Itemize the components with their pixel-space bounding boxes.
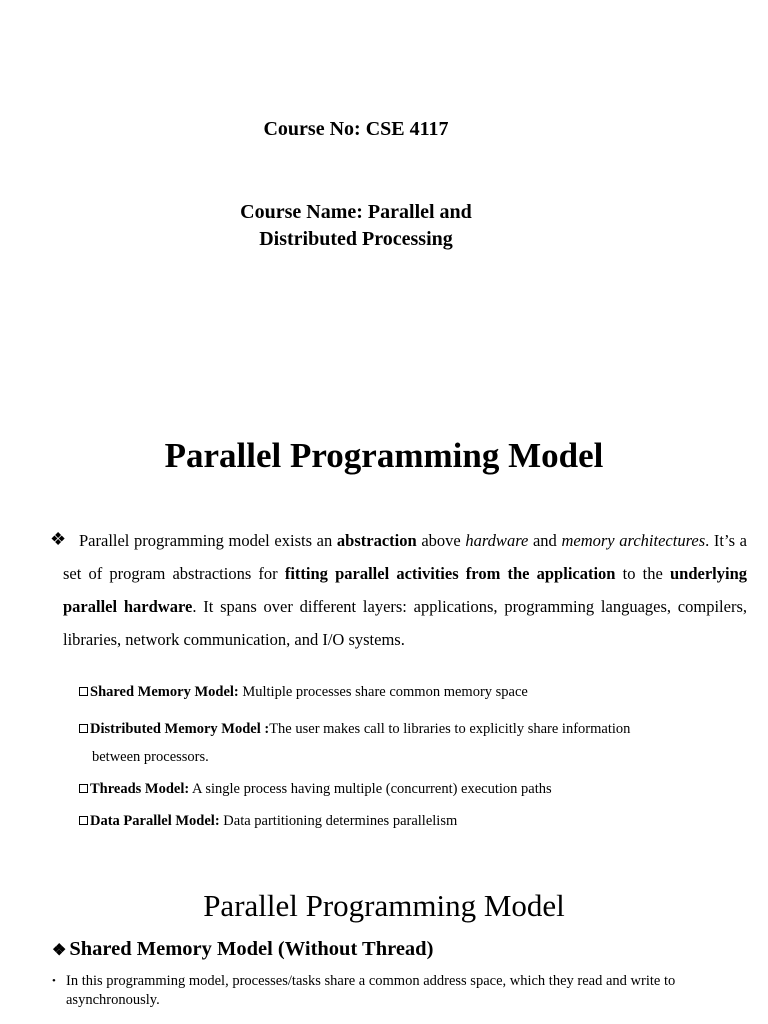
- para-text-5: to the: [615, 564, 670, 583]
- para-bold-fitting: fitting parallel activities from the application: [284, 564, 616, 583]
- diamond-bullet-icon: ❖: [52, 942, 67, 959]
- checkbox-square-icon: [79, 784, 88, 793]
- para-italic-hardware: hardware: [465, 531, 529, 550]
- bullet-dot-icon: •: [52, 975, 56, 987]
- model-desc: A single process having multiple (concurrent) execution paths: [189, 781, 552, 797]
- section-title: Parallel Programming Model: [164, 436, 604, 475]
- para-text-4: . It’s a set of program abstractions for: [63, 531, 747, 583]
- model-name: Distributed Memory Model :: [90, 721, 270, 737]
- course-name: [0, 199, 712, 253]
- list-item: [79, 809, 747, 833]
- subheading-text: Shared Memory Model (Without Thread): [69, 938, 434, 960]
- section-title-2: Parallel Programming Model: [203, 888, 565, 923]
- para-bold-underlying: underlying parallel hardware: [63, 564, 747, 616]
- subheading: [52, 938, 433, 961]
- list-item: [79, 680, 747, 704]
- intro-paragraph: [63, 524, 747, 656]
- diamond-bullet-icon: ❖: [50, 529, 67, 549]
- para-text-6: . It spans over different layers: applications, programming languages, compilers, libraries, network communication, and I/O systems.: [63, 597, 747, 649]
- bullet-point: [52, 972, 702, 1010]
- para-text-2: above: [416, 531, 466, 550]
- model-desc: Data partitioning determines parallelism: [219, 813, 458, 829]
- model-name: Data Parallel Model:: [90, 813, 220, 829]
- list-item: [79, 715, 747, 771]
- course-name-line-2: Distributed Processing: [259, 228, 453, 250]
- para-bold-abstraction: abstraction: [336, 531, 417, 550]
- model-name: Threads Model:: [90, 781, 190, 797]
- checkbox-square-icon: [79, 724, 88, 733]
- course-name-line-1: Course Name: Parallel and: [240, 201, 472, 223]
- model-desc: Multiple processes share common memory space: [238, 684, 528, 700]
- list-item: [79, 777, 747, 801]
- checkbox-square-icon: [79, 687, 88, 696]
- para-text-3: and: [528, 531, 562, 550]
- model-name: Shared Memory Model:: [90, 684, 239, 700]
- bullet-point-text: In this programming model, processes/tasks share a common address space, which they read and write to asynchronously.: [66, 973, 676, 1008]
- model-desc: The user makes call to libraries to explicitly share information: [269, 721, 631, 737]
- para-text-1: Parallel programming model exists an: [79, 531, 337, 550]
- course-number: Course No: CSE 4117: [263, 118, 449, 140]
- model-desc-continued: between processors.: [92, 749, 209, 765]
- checkbox-square-icon: [79, 816, 88, 825]
- para-italic-memory-architectures: memory architectures: [561, 531, 706, 550]
